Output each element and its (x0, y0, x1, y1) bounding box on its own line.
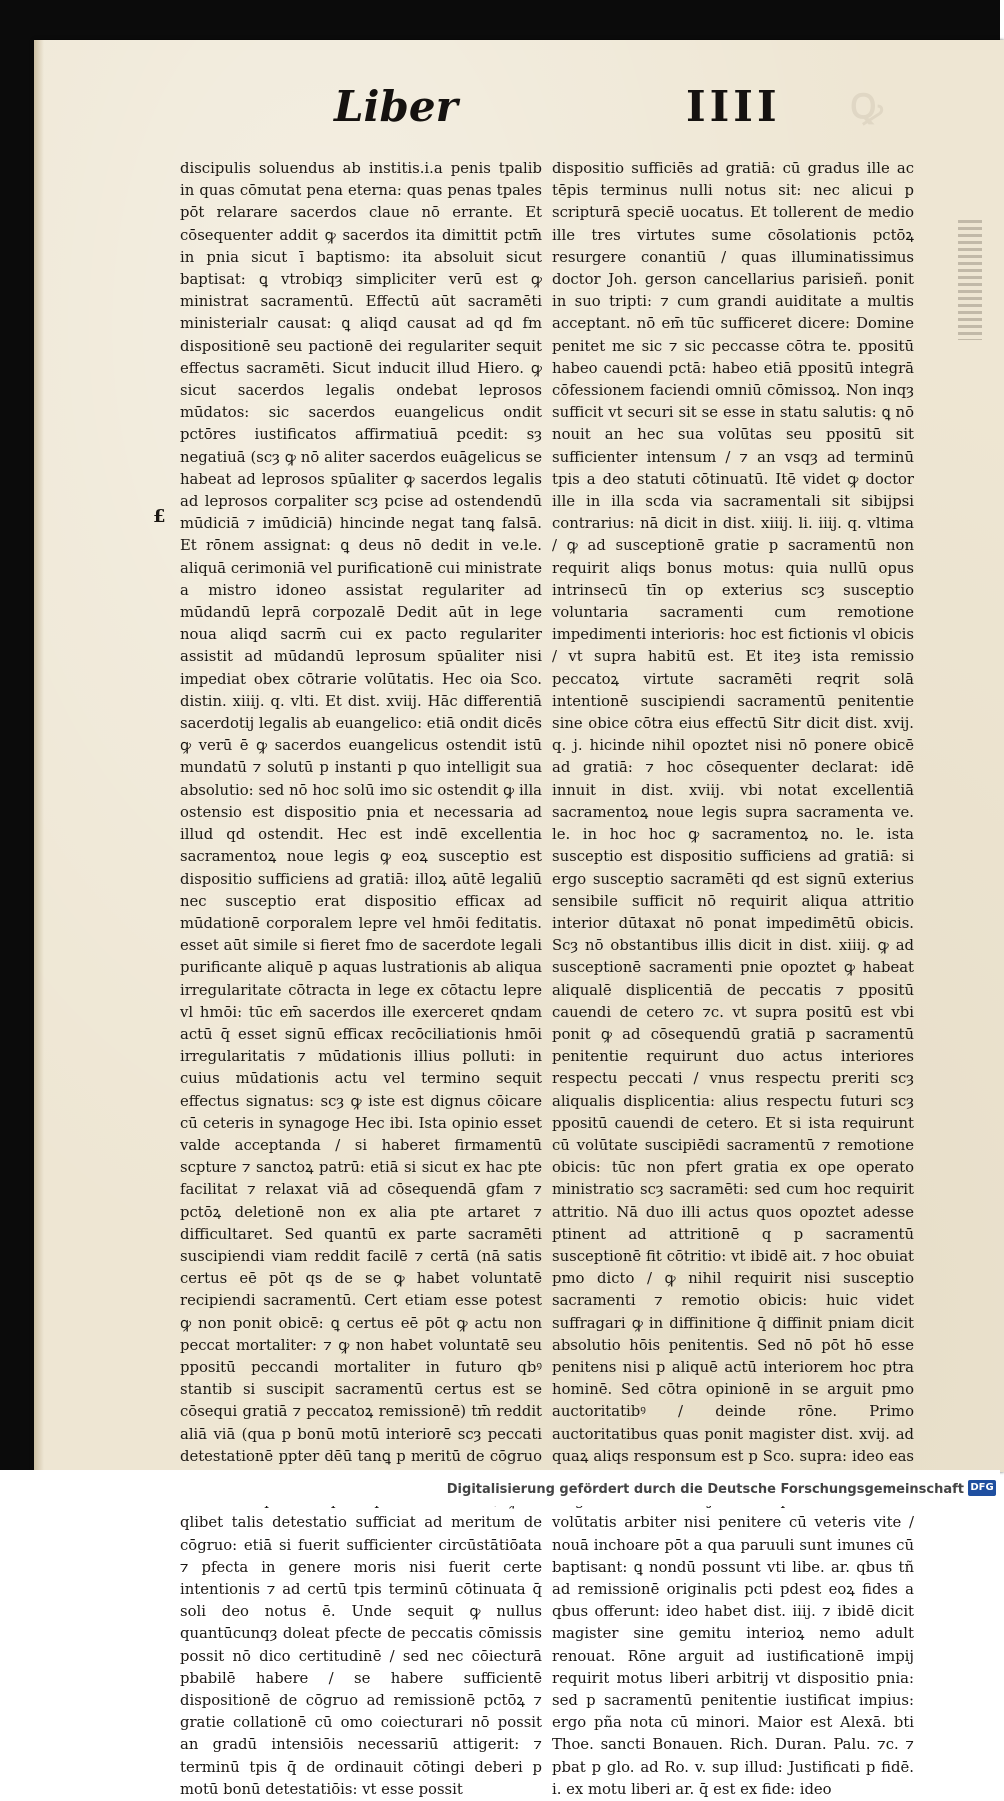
page-edge-shadow (34, 40, 44, 1472)
digitization-footer (0, 1470, 1000, 1506)
page-edge-marks (958, 220, 982, 340)
running-head-book-number: IIII (686, 82, 781, 131)
bleed-through-heading: Ꝙ (850, 87, 883, 127)
text-column-left: discipulis soluendus ab institis.i.a penis tpalib in quas cōmutat pena eterna: quas penas tpales pōt relarare sacerdos claue nō errante. Et cōsequenter addit ꝙ sacerdos ita dimittit pctm̄ in pnia sicut ī baptismo: ita absoluit sicut baptisat: ꝗ vtrobiqȝ simpliciter verū est ꝙ ministrat sacramentū. Effectū aūt sacramēti ministerialr causat: ꝗ aliqd causat ad qd fm dispositionē seu pactionē dei regulariter sequit effectus sacramēti. Sicut inducit illud Hiero. ꝙ sicut sacerdos legalis ondebat leprosos mūdatos: sic sacerdos euangelicus ondit pctōres iustificatos affirmatiuā pcedit: sȝ negatiuā (scȝ ꝙ nō aliter sacerdos euāgelicus se habeat ad leprosos spūaliter ꝙ sacerdos legalis ad leprosos corpaliter scȝ pcise ad ostendendū mūdiciā ⁊ imūdiciā) hincinde negat tanꝗ falsā. Et rōnem assignat: ꝗ deus nō dedit in ve.le. aliquā cerimoniā vel purificationē cui ministrate a mistro idoneo assistat regulariter ad mūdandū leprā corpozalē Dedit aūt in lege noua aliqd sacrm̄ cui ex pacto regulariter assistit ad mūdandū leprosum spūaliter nisi impediat obex cōtrarie volūtatis. Hec oia Sco. distin. xiiij. q. vlti. Et dist. xviij. Hāc differentiā sacerdotij legalis ab euangelico: etiā ondit dicēs ꝙ verū ē ꝙ sacerdos euangelicus ostendit istū mundatū ⁊ solutū p instanti p quo intelligit sua absolutio: sed nō hoc solū imo sic ostendit ꝙ illa ostensio est dispositio pnia et necessaria ad illud qd ostendit. Hec est indē excellentia sacramentoꝝ noue legis ꝙ eoꝝ susceptio est dispositio sufficiens ad gratiā: illoꝝ aūtē legaliū nec susceptio erat dispositio efficax ad mūdationē corporalem lepre vel hmōi feditatis. esset aūt simile si fieret fmo de sacerdote legali purificante aliquē p aquas lustrationis ab aliqua irregularitate cōtracta in lege ex cōtactu lepre vl hmōi: tūc em̄ sacerdos ille exerceret qndam actū q̄ esset signū efficax recōciliationis hmōi irregularitatis ⁊ mūdationis illius polluti: in cuius mūdationis actu vel termino sequit effectus signatus: scȝ ꝙ iste est dignus cōicare cū ceteris in synagoge Hec ibi. Ista opinio esset valde acceptanda / si haberet firmamentū scpture ⁊ sanctoꝝ patrū: etiā si sicut ex hac pte facilitat ⁊ relaxat viā ad cōsequendā gfam ⁊ pctōꝝ deletionē non ex alia pte artaret ⁊ difficultaret. Sed quantū ex parte sacramēti suscipiendi viam reddit facilē ⁊ certā (nā satis certus eē pōt qs de se ꝙ habet voluntatē recipiendi sacramentū. Cert etiam esse potest ꝙ non ponit obicē: ꝗ certus eē pōt ꝙ actu non peccat mortaliter: ⁊ ꝙ non habet voluntatē seu ppositū peccandi mortaliter in futuro qbꝰ stantib si suscipit sacramentū certus est se cōsequi gratiā ⁊ peccatoꝝ remissionē) tm̄ reddit aliā viā (qua p bonū motū interiorē scȝ peccati detestationē ppter dēū tanꝗ p meritū de cōgruo qlibet talis detestatio sufficiat ad meritum de cōgruo: etiā si fuerit sufficienter circūstātiōata ⁊ pfecta in genere moris nisi fuerit certe intentionis ⁊ ad certū tpis terminū cōtinuata q̄ soli deo notus ē. Unde sequit ꝙ nullus quantūcunqȝ doleat pfecte de peccatis cōmissis possit nō dico certitudinē / sed nec cōiecturā pbabilē habere / se habere sufficientē dispositionē de cōgruo ad remissionē pctōꝝ ⁊ gratie collationē cū omo coiecturari nō possit an gradū intensiōis necessariū attigerit: ⁊ terminū tpis q̄ de ordinauit cōtingi deberi p motū bonū detestatiōis: vt esse possit (180, 160, 542, 1798)
text-column-right: dispositio sufficiēs ad gratiā: cū gradus ille ac tēpis terminus nulli notus sit: nec alicui p scripturā speciē uocatus. Et tollerent de medio ille tres virtutes sume cōsolationis pctōꝝ resurgere conantiū / quas illuminatissimus doctor Joh. gerson cancellarius parisieñ. ponit in suo tripti: ⁊ cum grandi auiditate a multis acceptant. nō em̄ tūc sufficeret dicere: Domine penitet me sic ⁊ sic peccasse cōtra te. ppositū habeo cauendi pctā: habeo etiā ppositū integrā cōfessionem faciendi omniū cōmissoꝝ. Non inqȝ sufficit vt securi sit se esse in statu salutis: ꝗ nō nouit an hec sua volūtas seu ppositū sit sufficienter intensum / ⁊ an vsqȝ ad terminū tpis a deo statuti cōtinuatū. Itē videt ꝙ doctor ille in illa scda via sacramentali sit sibijpsi contrarius: nā dicit in dist. xiiij. li. iiij. q. vltima / ꝙ ad susceptionē gratie p sacramentū non requirit aliqs bonus motus: quia nullū opus intrinsecū tīn op exterius scȝ susceptio voluntaria sacramenti cum remotione impedimenti interioris: hoc est fictionis vl obicis / vt supra habitū est. Et iteȝ ista remissio peccatoꝝ virtute sacramēti reqrit solā intentionē suscipiendi sacramentū penitentie sine obice cōtra eius effectū Sitr dicit dist. xvij. q. j. hicinde nihil opoztet nisi nō ponere obicē ad gratiā: ⁊ hoc cōsequenter declarat: idē innuit in dist. xviij. vbi notat excellentiā sacramentoꝝ noue legis supra sacramenta ve. le. in hoc hoc ꝙ sacramentoꝝ no. le. ista susceptio est dispositio sufficiens ad gratiā: si ergo susceptio sacramēti qd est signū exterius sensibile sufficit nō requirit aliqua attritio interior dūtaxat nō ponat impedimētū obicis. Scȝ nō obstantibus illis dicit in dist. xiiij. ꝙ ad susceptionē sacramenti pnie opoztet ꝙ habeat aliqualē displicentiā de peccatis ⁊ ppositū cauendi de cetero ⁊c. vt supra positū est vbi ponit ꝙ ad cōsequendū gratiā p sacramentū penitentie requirunt duo actus interiores respectu peccati / vnus respectu preriti scȝ aliqualis displicentia: alius respectu futuri scȝ ppositū cauendi de cetero. Et si ista requirunt cū volūtate suscipiēdi sacramentū ⁊ remotione obicis: tūc non pfert gratia ex ope operato ministratio scȝ sacramēti: sed cum hoc requirit attritio. Nā duo illi actus quos opoztet adesse ptinent ad attritionē q p sacramentū susceptionē fit cōtritio: vt ibidē ait. ⁊ hoc obuiat pmo dicto / ꝙ nihil requirit nisi susceptio sacramenti ⁊ remotio obicis: huic videt suffragari ꝙ in diffinitione q̄ diffinit pniam dicit absolutio hōis penitentis. Sed nō pōt hō esse penitens nisi p aliquē actū interiorem hoc ptra hominē. Sed cōtra opinionē in se arguit pmo auctoritatibꝰ / deinde rōne. Primo auctoritatibus quas ponit magister dist. xvij. ad quaꝝ aliqs responsum est p Sco. supra: ideo eas volūtatis arbiter nisi penitere cū veteris vite / nouā inchoare pōt a qua paruuli sunt imunes cū baptisant: ꝗ nondū possunt vti libe. ar. qbus tñ ad remissionē originalis pcti pdest eoꝝ fides a qbus offerunt: ideo habet dist. iiij. ⁊ ibidē dicit magister sine gemitu interioꝝ nemo adult renouat. Rōne arguit ad iustificationē impij requirit motus liberi arbitrij vt dispositio pnia: sed p sacramentū penitentie iustificat impius: ergo pña nota cū minori. Maior est Alexā. bti Thoe. sancti Bonauen. Rich. Duran. Palu. ⁊c. ⁊ pbat p glo. ad Ro. v. sup illud: Justificati p fidē. i. ex motu liberi ar. q̄ est ex fide: ideo (552, 160, 914, 1798)
running-head-liber: Liber (334, 82, 458, 131)
dfg-logo-icon[interactable]: DFG (968, 1480, 996, 1496)
footer-credit: Digitalisierung gefördert durch die Deutsche Forschungsgemeinschaft (446, 1482, 964, 1497)
margin-mark: £ (153, 506, 166, 527)
